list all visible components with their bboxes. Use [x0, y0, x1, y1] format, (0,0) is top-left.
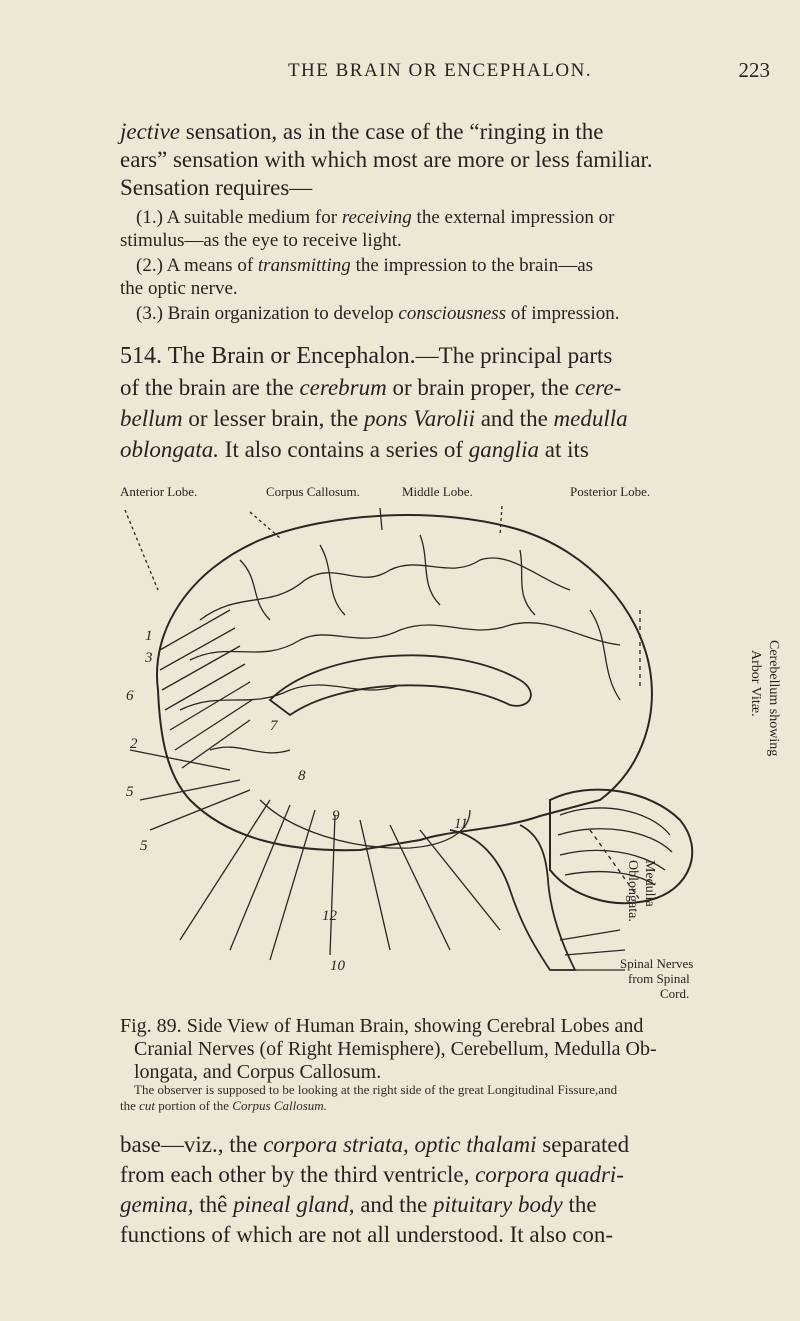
figure-number: Fig. 89. — [120, 1015, 182, 1037]
requirement-1-emphasis: receiving — [341, 207, 412, 228]
closing-em-corpora-striata: corpora striata, — [263, 1132, 409, 1157]
note-line-1: The observer is supposed to be looking at the right side of the great Longitudinal Fissure,and — [134, 1082, 618, 1097]
closing-line-3a: thê — [193, 1192, 234, 1217]
number-1: 1 — [145, 628, 153, 644]
label-medulla: Medulla — [642, 860, 657, 907]
intro-line-2: ears” sensation with which most are more or less familiar. — [120, 147, 653, 172]
number-2: 2 — [130, 736, 138, 752]
medulla-oblongata — [450, 825, 575, 970]
closing-line-1c: separated — [536, 1132, 630, 1157]
figure-note — [120, 1082, 790, 1114]
requirement-2-text-b: the impression to the brain—as — [350, 255, 594, 276]
closing-line-1a: base—viz., the — [120, 1132, 264, 1157]
leader-anterior — [125, 510, 158, 590]
section-em-pons: pons Varolii — [364, 406, 475, 431]
caption-line-1: Side View of Human Brain, showing Cerebral Lobes and — [181, 1015, 644, 1037]
number-6: 6 — [126, 688, 134, 704]
requirement-2 — [120, 254, 780, 300]
note-em-cut: cut — [139, 1098, 156, 1113]
cranial-nerves — [130, 750, 250, 830]
note-line-2a: the — [120, 1098, 140, 1113]
note-line-2b: portion of the — [155, 1098, 233, 1113]
section-line-2a: of the brain are the — [120, 375, 300, 400]
running-head: THE BRAIN OR ENCEPHALON. — [287, 60, 593, 81]
section-em-cerebrum: cerebrum — [299, 375, 387, 400]
closing-line-4: functions of which are not all understood. It also con- — [120, 1222, 614, 1247]
requirement-3-text-a: Brain organization to develop — [167, 303, 399, 324]
closing-em-optic-thalami: optic thalami — [414, 1132, 537, 1157]
label-posterior-lobe: Posterior Lobe. — [570, 484, 651, 499]
caption-line-2: Cranial Nerves (of Right Hemisphere), Cerebellum, Medulla Ob- — [134, 1038, 657, 1060]
leader-middle — [380, 508, 382, 530]
note-em-corpus: Corpus Callosum. — [232, 1098, 327, 1113]
label-arbor-vitae: Arbor Vitæ. — [748, 650, 763, 717]
section-em-oblongata: oblongata. — [120, 437, 220, 462]
requirement-3-number: (3.) — [136, 303, 163, 324]
section-em-medulla: medulla — [553, 406, 628, 431]
intro-line-1b: sensation, as in the case of the — [180, 119, 470, 144]
number-12: 12 — [322, 908, 337, 924]
caption-line-3: longata, and Corpus Callosum. — [134, 1061, 382, 1083]
sulcus-line — [240, 535, 535, 620]
requirement-1-continuation: stimulus—as the eye to receive light. — [120, 230, 402, 251]
closing-em-pineal: pineal gland, — [233, 1192, 355, 1217]
number-11: 11 — [454, 816, 468, 832]
hatching — [160, 610, 252, 768]
requirement-1-text-a: A suitable medium for — [166, 207, 342, 228]
gyrus-line — [200, 558, 570, 620]
requirement-2-emphasis: transmitting — [257, 255, 351, 276]
requirement-1-text-b: the external impression or — [411, 207, 615, 228]
closing-line-3c: the — [562, 1192, 597, 1217]
closing-paragraph — [120, 1130, 780, 1250]
label-cerebellum: Cerebellum showing — [766, 640, 781, 757]
requirement-1 — [120, 206, 780, 252]
section-line-2b: or brain proper, the — [386, 375, 575, 400]
requirement-2-text-a: A means of — [166, 255, 258, 276]
section-line-3a: or lesser brain, the — [182, 406, 364, 431]
intro-line-1c: “ringing in the — [469, 119, 604, 144]
requirement-1-number: (1.) — [136, 207, 163, 228]
number-7: 7 — [270, 718, 278, 734]
spinal-label-line-1: Spinal Nerves — [620, 956, 694, 971]
closing-em-corpora-quadri: corpora quadri- — [475, 1162, 624, 1187]
section-line-4a: It also contains a series of — [219, 437, 469, 462]
number-5a: 5 — [126, 784, 134, 800]
figure-caption — [120, 1015, 790, 1084]
label-oblongata: Oblongata. — [625, 860, 640, 922]
spinal-label-line-3: Cord. — [660, 986, 690, 1001]
section-line-4b: at its — [539, 437, 589, 462]
section-line-3b: and the — [474, 406, 554, 431]
number-5b: 5 — [140, 838, 148, 854]
closing-em-gemina: gemina, — [120, 1192, 194, 1217]
intro-paragraph — [120, 118, 780, 202]
label-anterior-lobe: Anterior Lobe. — [120, 484, 198, 499]
section-514-paragraph — [120, 340, 780, 465]
intro-line-1a: jective — [120, 119, 181, 144]
closing-em-pituitary: pituitary body — [433, 1192, 563, 1217]
spinal-nerves — [560, 930, 625, 970]
leader-posterior — [500, 506, 502, 536]
section-em-cere: cere- — [574, 375, 622, 400]
gyrus-line — [190, 623, 620, 660]
requirement-3 — [120, 302, 780, 325]
closing-line-3b: and the — [354, 1192, 434, 1217]
requirement-2-continuation: the optic nerve. — [120, 278, 238, 299]
label-middle-lobe: Middle Lobe. — [402, 484, 473, 499]
section-number: 514. — [120, 343, 162, 369]
section-line-1: —The principal parts — [415, 343, 613, 368]
brain-illustration — [120, 500, 780, 1020]
intro-line-3: Sensation requires— — [120, 175, 313, 200]
cranial-nerves — [180, 800, 500, 960]
section-em-ganglia: ganglia — [468, 437, 540, 462]
number-10: 10 — [330, 958, 345, 974]
section-title: The Brain or Encephalon. — [167, 343, 416, 369]
brain-drawing — [120, 500, 780, 1020]
number-3: 3 — [145, 650, 153, 666]
number-8: 8 — [298, 768, 306, 784]
number-9: 9 — [332, 808, 340, 824]
closing-line-2a: from each other by the third ventricle, — [120, 1162, 476, 1187]
requirement-3-text-b: of impression. — [506, 303, 620, 324]
requirement-2-number: (2.) — [136, 255, 163, 276]
label-corpus-callosum: Corpus Callosum. — [266, 484, 360, 499]
page-number: 223 — [738, 58, 770, 82]
spinal-label-line-2: from Spinal — [628, 971, 690, 986]
label-spinal-nerves — [620, 956, 693, 1001]
requirement-3-emphasis: consciousness — [398, 303, 507, 324]
section-em-bellum: bellum — [120, 406, 183, 431]
